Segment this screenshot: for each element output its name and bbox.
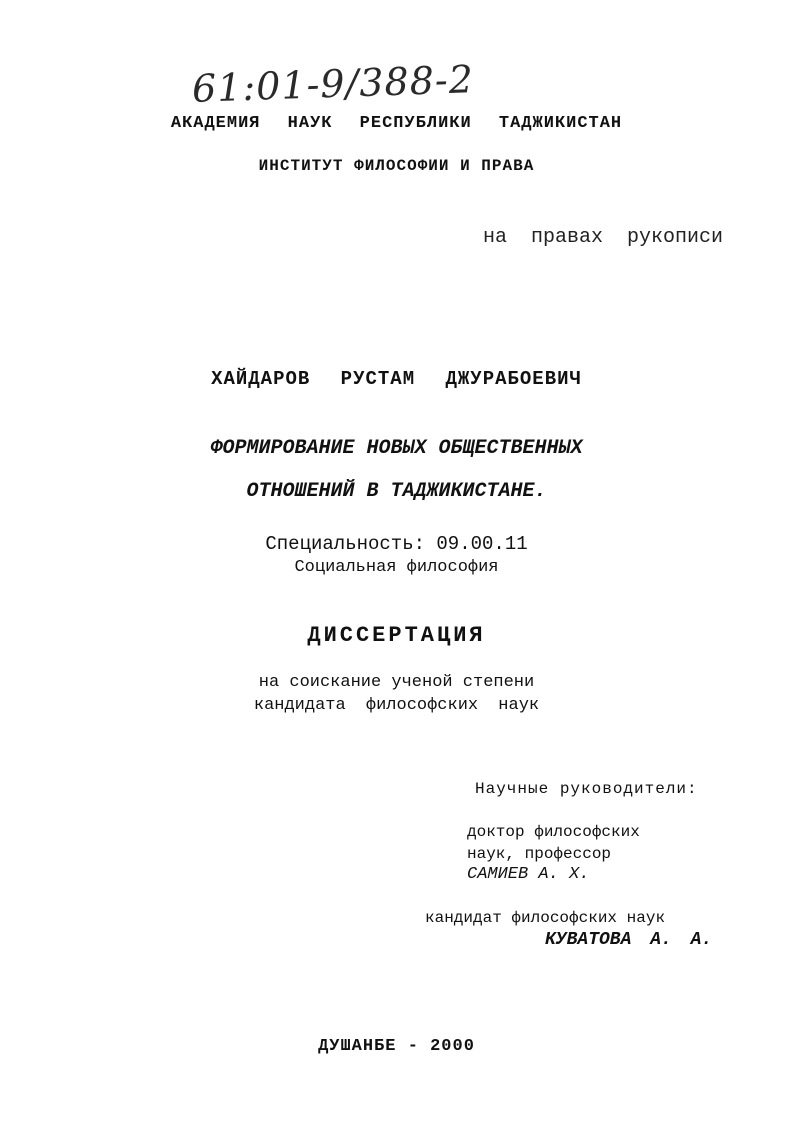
advisor-2-name: КУВАТОВА А. А.	[545, 930, 713, 950]
academy-heading: АКАДЕМИЯ НАУК РЕСПУБЛИКИ ТАДЖИКИСТАН	[170, 114, 623, 133]
advisors-heading: Научные руководители:	[475, 780, 698, 798]
dissertation-title-line-1: ФОРМИРОВАНИЕ НОВЫХ ОБЩЕСТВЕННЫХ	[210, 437, 583, 460]
manuscript-note: на правах рукописи	[483, 226, 724, 249]
advisor-1-title-line-1: доктор философских	[467, 823, 640, 841]
advisor-1-name: САМИЕВ А. Х.	[467, 865, 590, 884]
handwritten-catalog-number: 61:01-9/388-2	[191, 57, 475, 111]
advisor-1-title-line-2: наук, профессор	[467, 845, 612, 863]
degree-line-1: на соискание ученой степени	[258, 673, 535, 692]
dissertation-title-line-2: ОТНОШЕНИЙ В ТАДЖИКИСТАНЕ.	[246, 480, 547, 503]
document-type-heading: ДИССЕРТАЦИЯ	[307, 623, 486, 648]
institute-heading: ИНСТИТУТ ФИЛОСОФИИ И ПРАВА	[258, 157, 535, 175]
author-name: ХАЙДАРОВ РУСТАМ ДЖУРАБОЕВИЧ	[211, 368, 582, 390]
advisor-2-title: кандидат философских наук	[425, 909, 666, 927]
city-year-footer: ДУШАНБЕ - 2000	[318, 1037, 475, 1056]
degree-line-2: кандидата философских наук	[253, 696, 540, 715]
specialty-code: Специальность: 09.00.11	[265, 533, 528, 555]
specialty-name: Социальная философия	[294, 558, 499, 577]
